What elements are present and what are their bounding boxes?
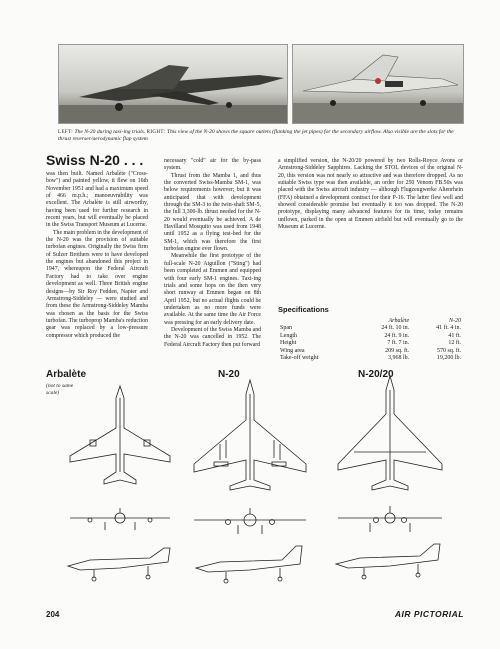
magazine-name: AIR PICTORIAL [394, 609, 464, 619]
article-column-1 [46, 171, 148, 340]
article-title: Swiss N-20 . . . [46, 152, 144, 168]
drawing-label-n2020: N-20/20 [358, 369, 394, 380]
n20-three-view-drawing [190, 368, 310, 596]
paragraph: a simplified version, the N-20/20 powered by two Rolls-Royce Avons or Armstrong-Siddeley Sapphires. Lacking the STOL devices of the original N-20, this version was not nearly so attractive and was therefore dropped. As no suitable Swiss type was then available, an order for 250 Venom FB.50s was placed with the Swiss aircraft industry — although Flugzeugwerke Altenrhein (FFA) obtained a development contract for their P-16. The latter flew well and showed considerable promise but eventually it too was dropped. The N-20 prototype, displaying many advanced features for its time, today remains unflown, parked in the open at Emmen airfield but will eventually go to the Museum at Lucerne. [278, 158, 463, 231]
drawing-label-n20: N-20 [218, 369, 240, 380]
spec-label: Height [280, 340, 297, 347]
spec-label: Span [280, 325, 292, 332]
drawing-scale-note: (not to same scale) [46, 383, 74, 396]
paragraph: was then built. Named Arbalète ("Cross-bow") and painted yellow, it flew on 16th November 1951 and had a maximum speed of 466 m.p.h.; manoeuvrability was excellent. The Arbalète is still airworthy, having been used for further research in recent years, but will eventually be placed in the Swiss Transport Museum at Lucerne. [46, 171, 148, 229]
spec-header [278, 318, 354, 325]
specifications-table [278, 318, 463, 362]
specifications-heading: Specifications [278, 305, 329, 314]
spec-header-arbalete: Arbalète [388, 318, 410, 324]
spec-row [278, 325, 463, 332]
paragraph: necessary "cold" air for the by-pass system. [164, 158, 261, 172]
n20-rear-image [293, 45, 464, 124]
spec-value: 24 ft. 10 in. [381, 325, 410, 332]
spec-row [278, 340, 463, 347]
photo-n20-rear-view [292, 44, 464, 124]
caption-left-text: The N-20 during taxi-ing trials. [74, 129, 146, 135]
spec-value: 3,968 lb. [388, 355, 410, 362]
spec-value: 12 ft. [448, 340, 461, 347]
spec-row [278, 355, 463, 362]
spec-value: 570 sq. ft. [437, 347, 461, 354]
paragraph: Meanwhile the first prototype of the full-scale N-20 Aiguillon ("Sting") had been completed at Emmen and equipped with four early SM-1 engines. Taxi-ing trials and some hops on the then very short runway at Emmen began on 8th April 1952, but no actual flights could be undertaken as no more funds were available. At the same time the Air Force was pressing for an early delivery date. [164, 253, 261, 326]
paragraph: Development of the Swiss Mamba and the N-20 was cancelled in 1952. The Federal Aircraft Factory then put forward [164, 326, 261, 348]
n20-taxiing-image [59, 45, 288, 124]
page-number: 204 [46, 610, 60, 619]
spec-value: 24 ft. 9 in. [384, 332, 410, 339]
spec-row [278, 333, 463, 340]
n2020-three-view-drawing [330, 368, 450, 596]
spec-label: Length [280, 332, 297, 339]
photo-n20-taxiing [58, 44, 288, 124]
spec-row [278, 348, 463, 355]
article-column-3 [278, 158, 463, 231]
spec-label: Take-off weight [280, 355, 319, 362]
caption-left-tag: LEFT: [58, 130, 74, 135]
arbalete-three-view-drawing [60, 368, 180, 596]
paragraph: Thrust from the Mamba 1, and thus the converted Swiss-Mamba SM-1, was below requirements however; but it was anticipated that with development through the SM-3 to the twin-shaft SM-5, the full 3,300-lb. thrust needed for the N-20 would eventually be achieved. A de Havilland Mosquito was used from 1948 until 1952 as a flying test-bed for the SM-1, which was therefore the first turbofan engine ever flown. [164, 172, 261, 253]
caption-right-tag: RIGHT: [146, 130, 166, 135]
caption-right-text: This view of the N-20 shows the square outlets (flanking the jet pipes) for the secondary airflow. Also visible are the slots for the thrust reverser/aerodynamic flap system [58, 129, 454, 142]
spec-value: 19,200 lb. [436, 355, 461, 362]
spec-value: 41 ft. [448, 332, 461, 339]
spec-value: 41 ft. 4 in. [436, 325, 461, 332]
paragraph: The main problem in the development of the N-20 was the provision of suitable turbofan engines. Originally the Swiss firm of Sulzer Brothers were to have developed the engines but abandoned this project in 1947, whereupon the Federal Aircraft Factory had to take over engine development as well. Three British engine designs—by Sir Roy Fedden, Napier and Armstrong-Siddeley — were studied and from these the Armstrong-Siddeley Mamba was chosen as the basis for the Swiss turbofan. The turboprop Mamba's reduction gear was replaced by a low-pressure compressor which produced the [46, 229, 148, 339]
drawing-label-arbalete: Arbalète [46, 369, 87, 380]
photo-caption [58, 129, 464, 143]
spec-value: 7 ft. 7 in. [387, 340, 410, 347]
spec-header-n20: N-20 [449, 318, 461, 324]
spec-label: Wing area [280, 347, 305, 354]
article-column-2 [164, 158, 261, 349]
spec-value: 209 sq. ft. [385, 347, 410, 354]
